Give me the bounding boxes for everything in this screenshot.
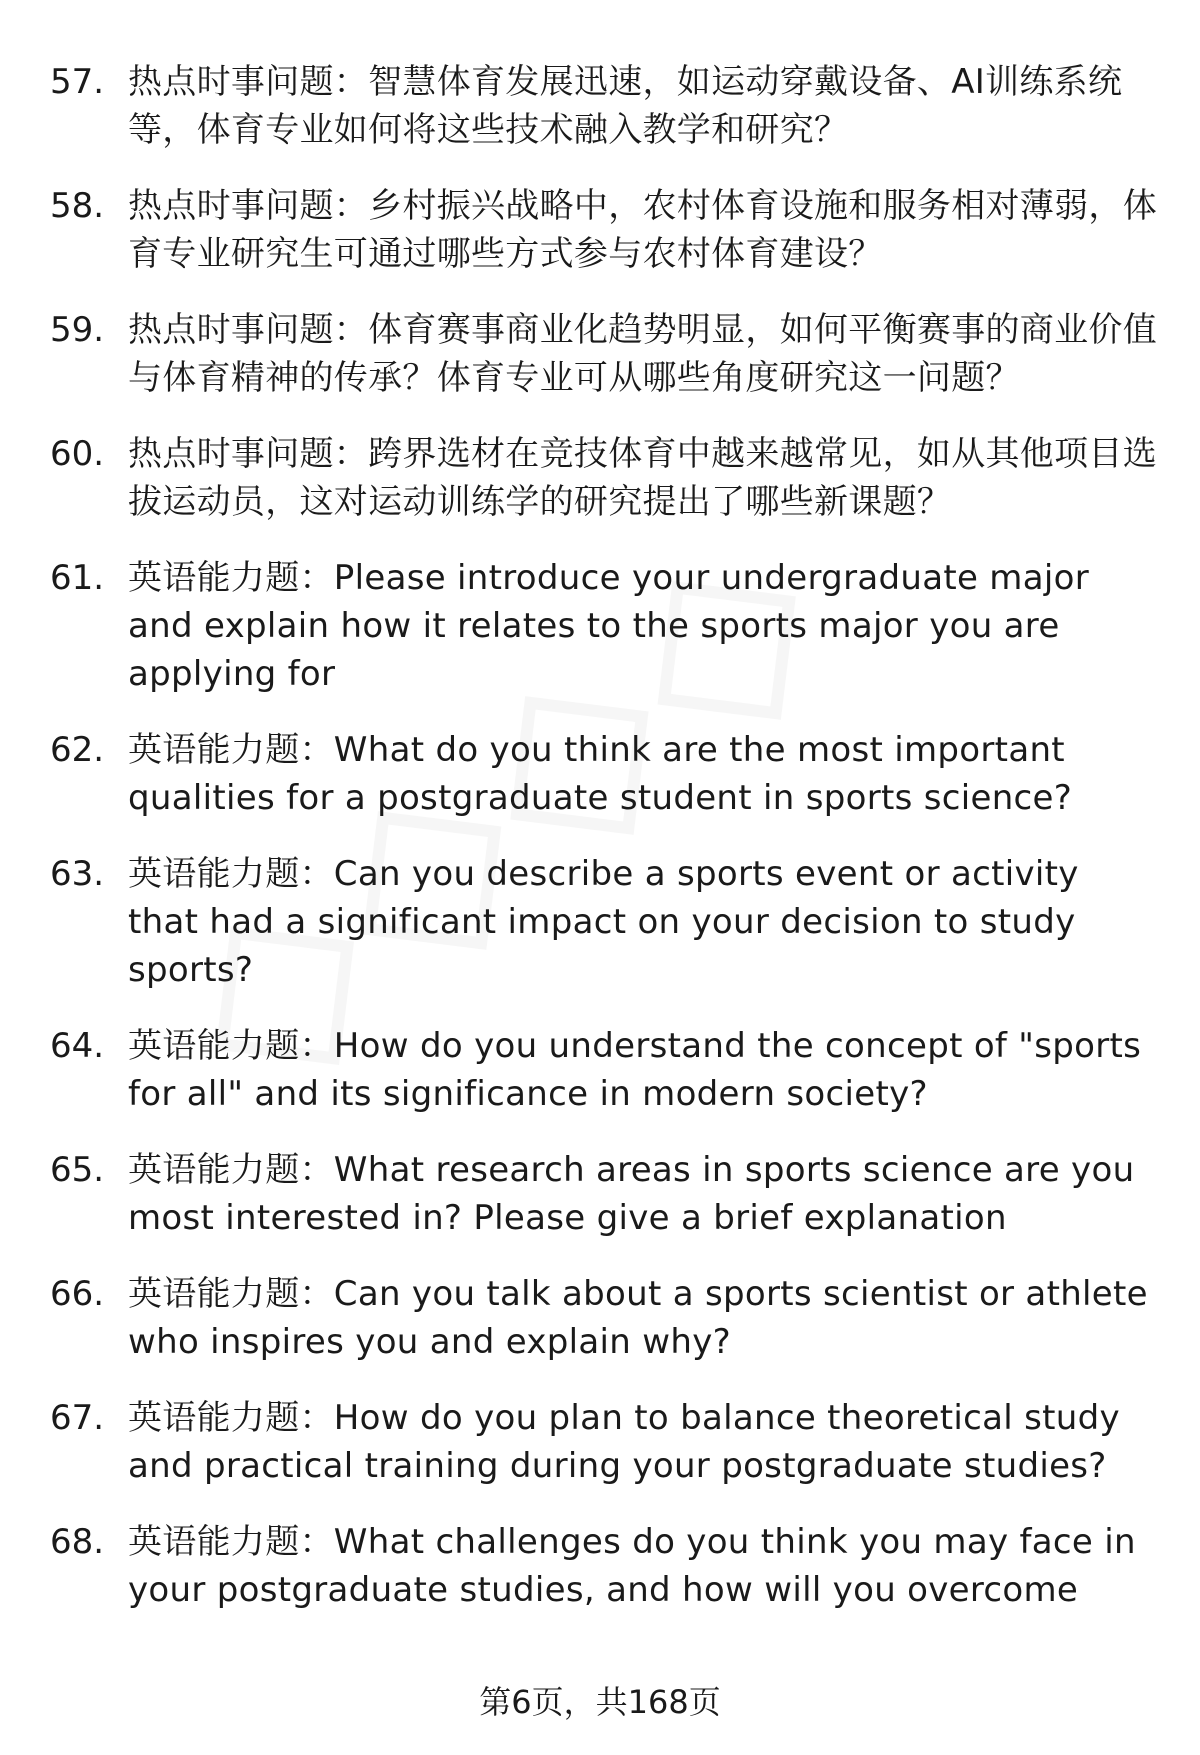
question-item: [50, 58, 1160, 154]
question-text: 热点时事问题：体育赛事商业化趋势明显，如何平衡赛事的商业价值与体育精神的传承？体育专业可从哪些角度研究这一问题？: [128, 310, 1157, 398]
question-text: 英语能力题：Can you talk about a sports scientist or athlete who inspires you and explain why?: [128, 1274, 1148, 1362]
question-item: [50, 1270, 1160, 1366]
question-number: 68.: [50, 1522, 105, 1562]
question-text: 英语能力题：Can you describe a sports event or activity that had a significant impact on your decision to study sports?: [128, 854, 1079, 990]
question-text: 英语能力题：What challenges do you think you may face in your postgraduate studies, and how will you overcome: [128, 1522, 1136, 1610]
question-number: 65.: [50, 1150, 105, 1190]
question-item: [50, 554, 1160, 698]
question-text: 英语能力题：What do you think are the most important qualities for a postgraduate student in sports science?: [128, 730, 1073, 818]
question-number: 66.: [50, 1274, 105, 1314]
question-item: [50, 430, 1160, 526]
question-item: [50, 306, 1160, 402]
question-number: 63.: [50, 854, 105, 894]
question-number: 58.: [50, 186, 105, 226]
question-number: 60.: [50, 434, 105, 474]
question-number: 57.: [50, 62, 105, 102]
question-text: 英语能力题：How do you plan to balance theoretical study and practical training during your postgraduate studies?: [128, 1398, 1120, 1486]
question-item: [50, 850, 1160, 994]
question-number: 61.: [50, 558, 105, 598]
question-text: 英语能力题：Please introduce your undergraduate major and explain how it relates to the sports major you are applying for: [128, 558, 1089, 694]
question-text: 热点时事问题：乡村振兴战略中，农村体育设施和服务相对薄弱，体育专业研究生可通过哪些方式参与农村体育建设？: [128, 186, 1157, 274]
question-text: 热点时事问题：跨界选材在竞技体育中越来越常见，如从其他项目选拔运动员，这对运动训练学的研究提出了哪些新课题？: [128, 434, 1157, 522]
question-number: 64.: [50, 1026, 105, 1066]
question-number: 62.: [50, 730, 105, 770]
question-item: [50, 1518, 1160, 1614]
question-number: 59.: [50, 310, 105, 350]
question-text: 英语能力题：How do you understand the concept of "sports for all" and its significance in modern society?: [128, 1026, 1142, 1114]
question-item: [50, 1146, 1160, 1242]
page-footer: 第6页，共168页: [479, 1683, 721, 1721]
question-item: [50, 726, 1160, 822]
question-item: [50, 1394, 1160, 1490]
question-item: [50, 182, 1160, 278]
question-list: [50, 58, 1160, 1642]
question-text: 英语能力题：What research areas in sports science are you most interested in? Please give a brief explanation: [128, 1150, 1135, 1238]
question-item: [50, 1022, 1160, 1118]
question-text: 热点时事问题：智慧体育发展迅速，如运动穿戴设备、AI训练系统等，体育专业如何将这些技术融入教学和研究？: [128, 62, 1123, 150]
question-number: 67.: [50, 1398, 105, 1438]
